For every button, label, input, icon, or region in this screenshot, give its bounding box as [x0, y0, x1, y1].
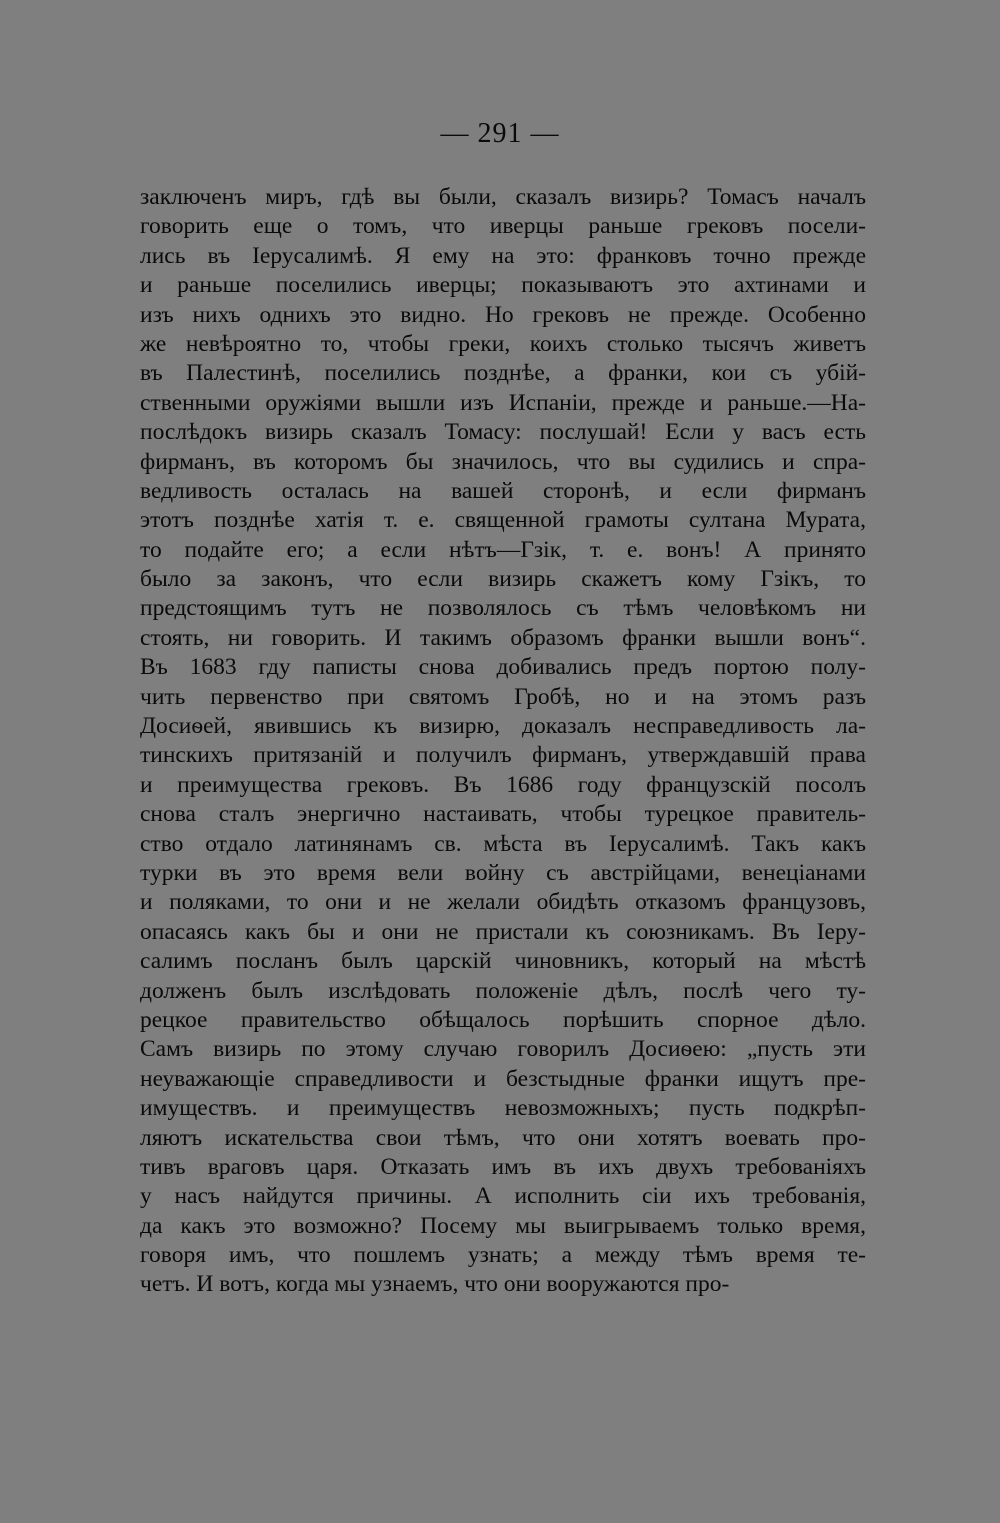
text-line: лись въ Іерусалимѣ. Я ему на это: франковъ точно прежде: [140, 242, 866, 269]
text-line: четъ. И вотъ, когда мы узнаемъ, что они вооружаются про-: [140, 1271, 730, 1298]
text-line: Самъ визирь по этому случаю говорилъ Досиѳею: „пусть эти: [140, 1036, 866, 1063]
text-line: Досиѳей, явившись къ визирю, доказалъ несправедливость ла-: [140, 713, 866, 740]
text-line: тинскихъ притязаній и получилъ фирманъ, утверждавшій права: [140, 742, 866, 769]
text-line: долженъ былъ изслѣдовать положеніе дѣлъ, послѣ чего ту-: [140, 977, 866, 1004]
text-line: послѣдокъ визирь сказалъ Томасу: послушай! Если у васъ есть: [140, 419, 866, 446]
text-line: имуществъ. и преимуществъ невозможныхъ; пусть подкрѣп-: [140, 1095, 866, 1122]
text-line: и преимущества грековъ. Въ 1686 году французскій посолъ: [140, 771, 866, 798]
text-line: говоря имъ, что пошлемъ узнать; а между тѣмъ время те-: [140, 1242, 866, 1269]
text-line: и раньше поселились иверцы; показываютъ это ахтинами и: [140, 272, 866, 299]
text-line: и поляками, то они и не желали обидѣть отказомъ французовъ,: [140, 889, 866, 916]
text-line: турки въ это время вели войну съ австрійцами, венеціанами: [140, 859, 866, 886]
text-line: Въ 1683 гду паписты снова добивались предъ портою полу-: [140, 654, 866, 681]
text-line: же невѣроятно то, чтобы греки, коихъ столько тысячъ живетъ: [140, 330, 866, 357]
text-line: да какъ это возможно? Посему мы выигрываемъ только время,: [140, 1212, 866, 1239]
text-line: предстоящимъ тутъ не позволялось съ тѣмъ человѣкомъ ни: [140, 595, 866, 622]
text-line: ведливость осталась на вашей сторонѣ, и если фирманъ: [140, 477, 866, 504]
text-line: въ Палестинѣ, поселились позднѣе, а франки, кои съ убій-: [140, 360, 866, 387]
text-line: изъ нихъ однихъ это видно. Но грековъ не прежде. Особенно: [140, 301, 866, 328]
body-text: [140, 183, 866, 1300]
text-line: опасаясь какъ бы и они не пристали къ союзникамъ. Въ Іеру-: [140, 918, 866, 945]
text-line: тивъ враговъ царя. Отказать имъ въ ихъ двухъ требованіяхъ: [140, 1153, 866, 1180]
text-line: рецкое правительство обѣщалось порѣшить спорное дѣло.: [140, 1006, 866, 1033]
text-line: снова сталъ энергично настаивать, чтобы турецкое правитель-: [140, 801, 866, 828]
text-line: ство отдало латинянамъ св. мѣста въ Іерусалимѣ. Такъ какъ: [140, 830, 866, 857]
text-line: говорить еще о томъ, что иверцы раньше грековъ посели-: [140, 213, 866, 240]
text-line: у насъ найдутся причины. А исполнить сіи ихъ требованія,: [140, 1183, 866, 1210]
text-line: чить первенство при святомъ Гробѣ, но и на этомъ разъ: [140, 683, 866, 710]
text-line: неуважающіе справедливости и безстыдные франки ищутъ пре-: [140, 1065, 866, 1092]
text-line: ственными оружіями вышли изъ Испаніи, прежде и раньше.—На-: [140, 389, 866, 416]
text-line: ляютъ искательства свои тѣмъ, что они хотятъ воевать про-: [140, 1124, 866, 1151]
text-line: салимъ посланъ былъ царскій чиновникъ, который на мѣстѣ: [140, 948, 866, 975]
text-line: этотъ позднѣе хатія т. е. священной грамоты султана Мурата,: [140, 507, 866, 534]
text-line: фирманъ, въ которомъ бы значилось, что вы судились и спра-: [140, 448, 866, 475]
text-line: то подайте его; а если нѣтъ—Гзік, т. е. вонъ! А принято: [140, 536, 866, 563]
text-line: было за законъ, что если визирь скажетъ кому Гзікъ, то: [140, 566, 866, 593]
text-line: стоять, ни говорить. И такимъ образомъ франки вышли вонъ“.: [140, 624, 866, 651]
text-line: заключенъ миръ, гдѣ вы были, сказалъ визирь? Томасъ началъ: [140, 184, 866, 210]
page-number: — 291 —: [440, 118, 560, 149]
